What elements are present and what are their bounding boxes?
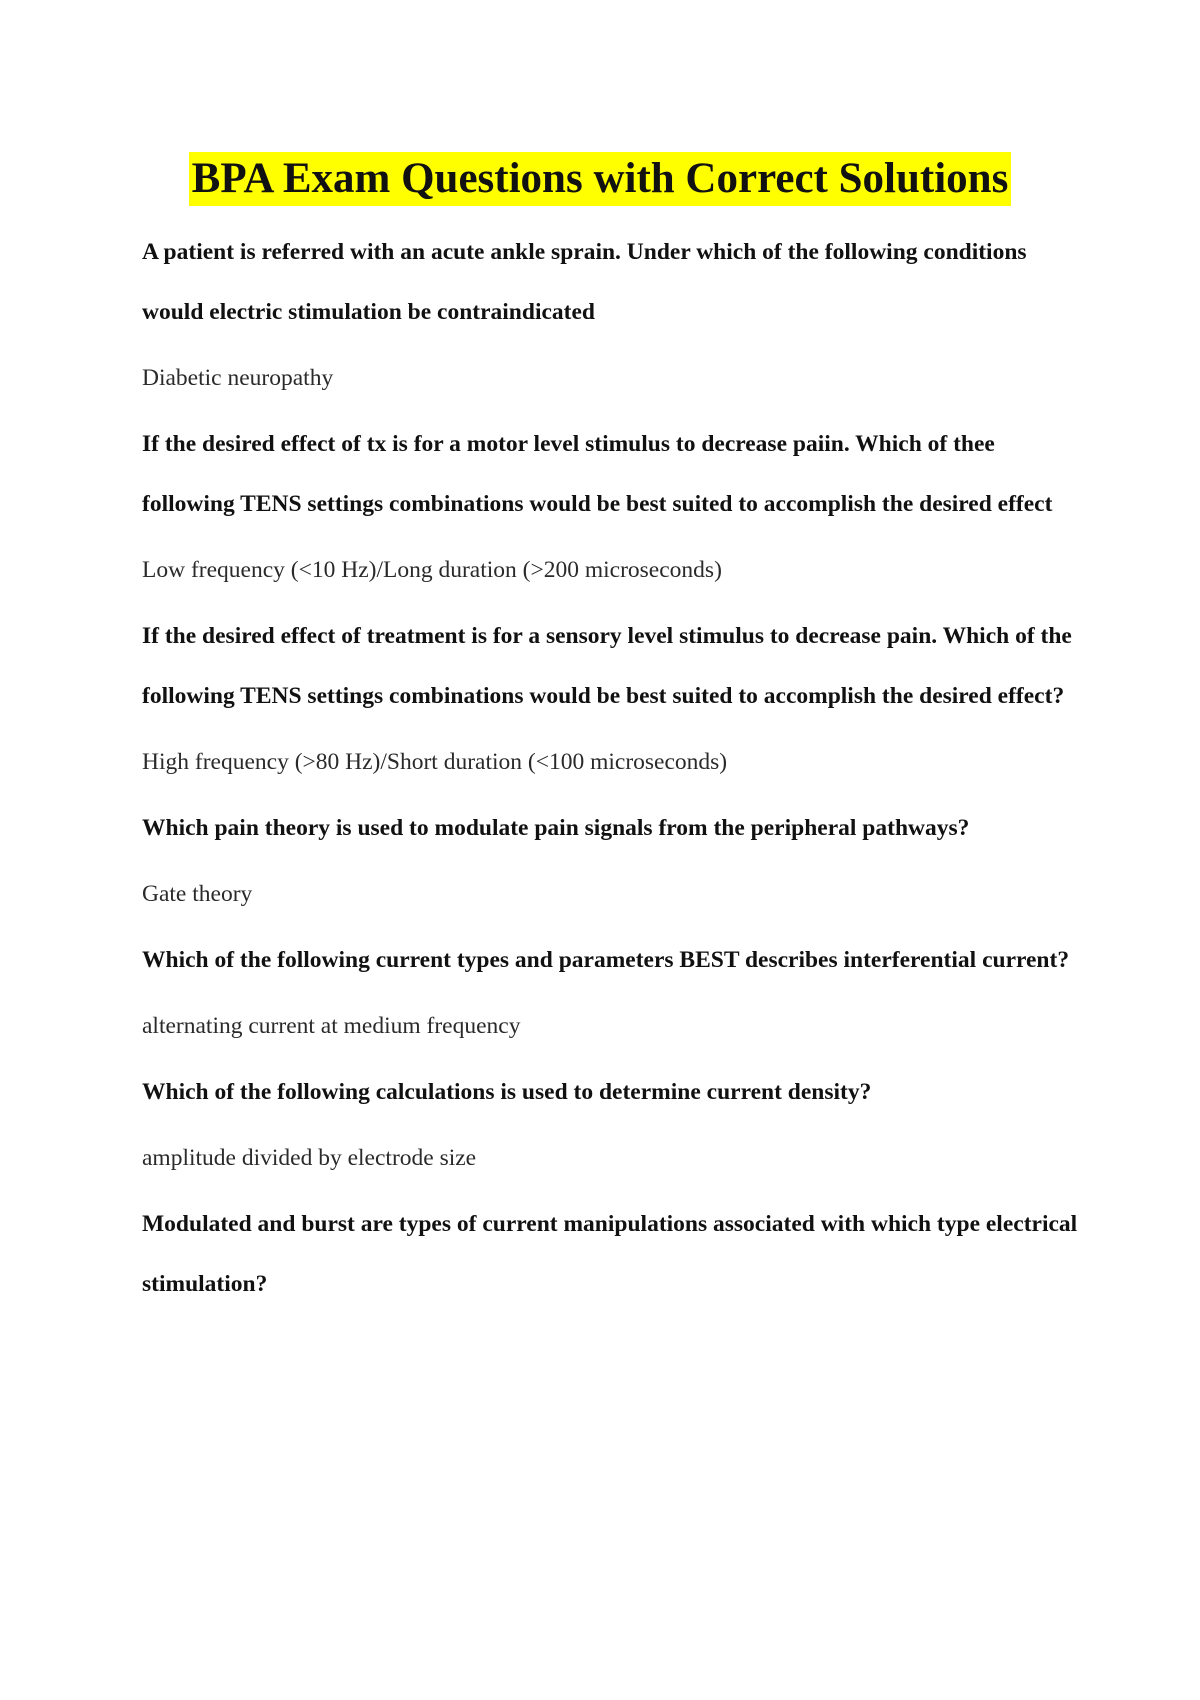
question-1: A patient is referred with an acute ankle sprain. Under which of the following conditions would electric stimulation be contraindicated [142, 239, 1027, 325]
answer-2: Low frequency (<10 Hz)/Long duration (>200 microseconds) [142, 557, 722, 583]
question-3: If the desired effect of treatment is for a sensory level stimulus to decrease pain. Which of the following TENS settings combinations would be best suited to accomplish the desired effect? [142, 623, 1072, 709]
answer-6: amplitude divided by electrode size [142, 1145, 477, 1171]
question-2: If the desired effect of tx is for a motor level stimulus to decrease paiin. Which of thee following TENS settings combinations would be best suited to accomplish the desired effect [142, 431, 1053, 517]
answer-1: Diabetic neuropathy [142, 365, 334, 391]
question-5: Which of the following current types and parameters BEST describes interferential current? [142, 947, 1070, 973]
question-4: Which pain theory is used to modulate pain signals from the peripheral pathways? [142, 815, 970, 841]
question-7: Modulated and burst are types of current manipulations associated with which type electrical stimulation? [142, 1211, 1078, 1297]
answer-4: Gate theory [142, 881, 253, 907]
document-title: BPA Exam Questions with Correct Solutions [189, 152, 1012, 206]
question-6: Which of the following calculations is used to determine current density? [142, 1079, 872, 1105]
title-block [0, 152, 1200, 206]
answer-3: High frequency (>80 Hz)/Short duration (<100 microseconds) [142, 749, 728, 775]
qa-content [142, 222, 1082, 1314]
answer-5: alternating current at medium frequency [142, 1013, 521, 1039]
